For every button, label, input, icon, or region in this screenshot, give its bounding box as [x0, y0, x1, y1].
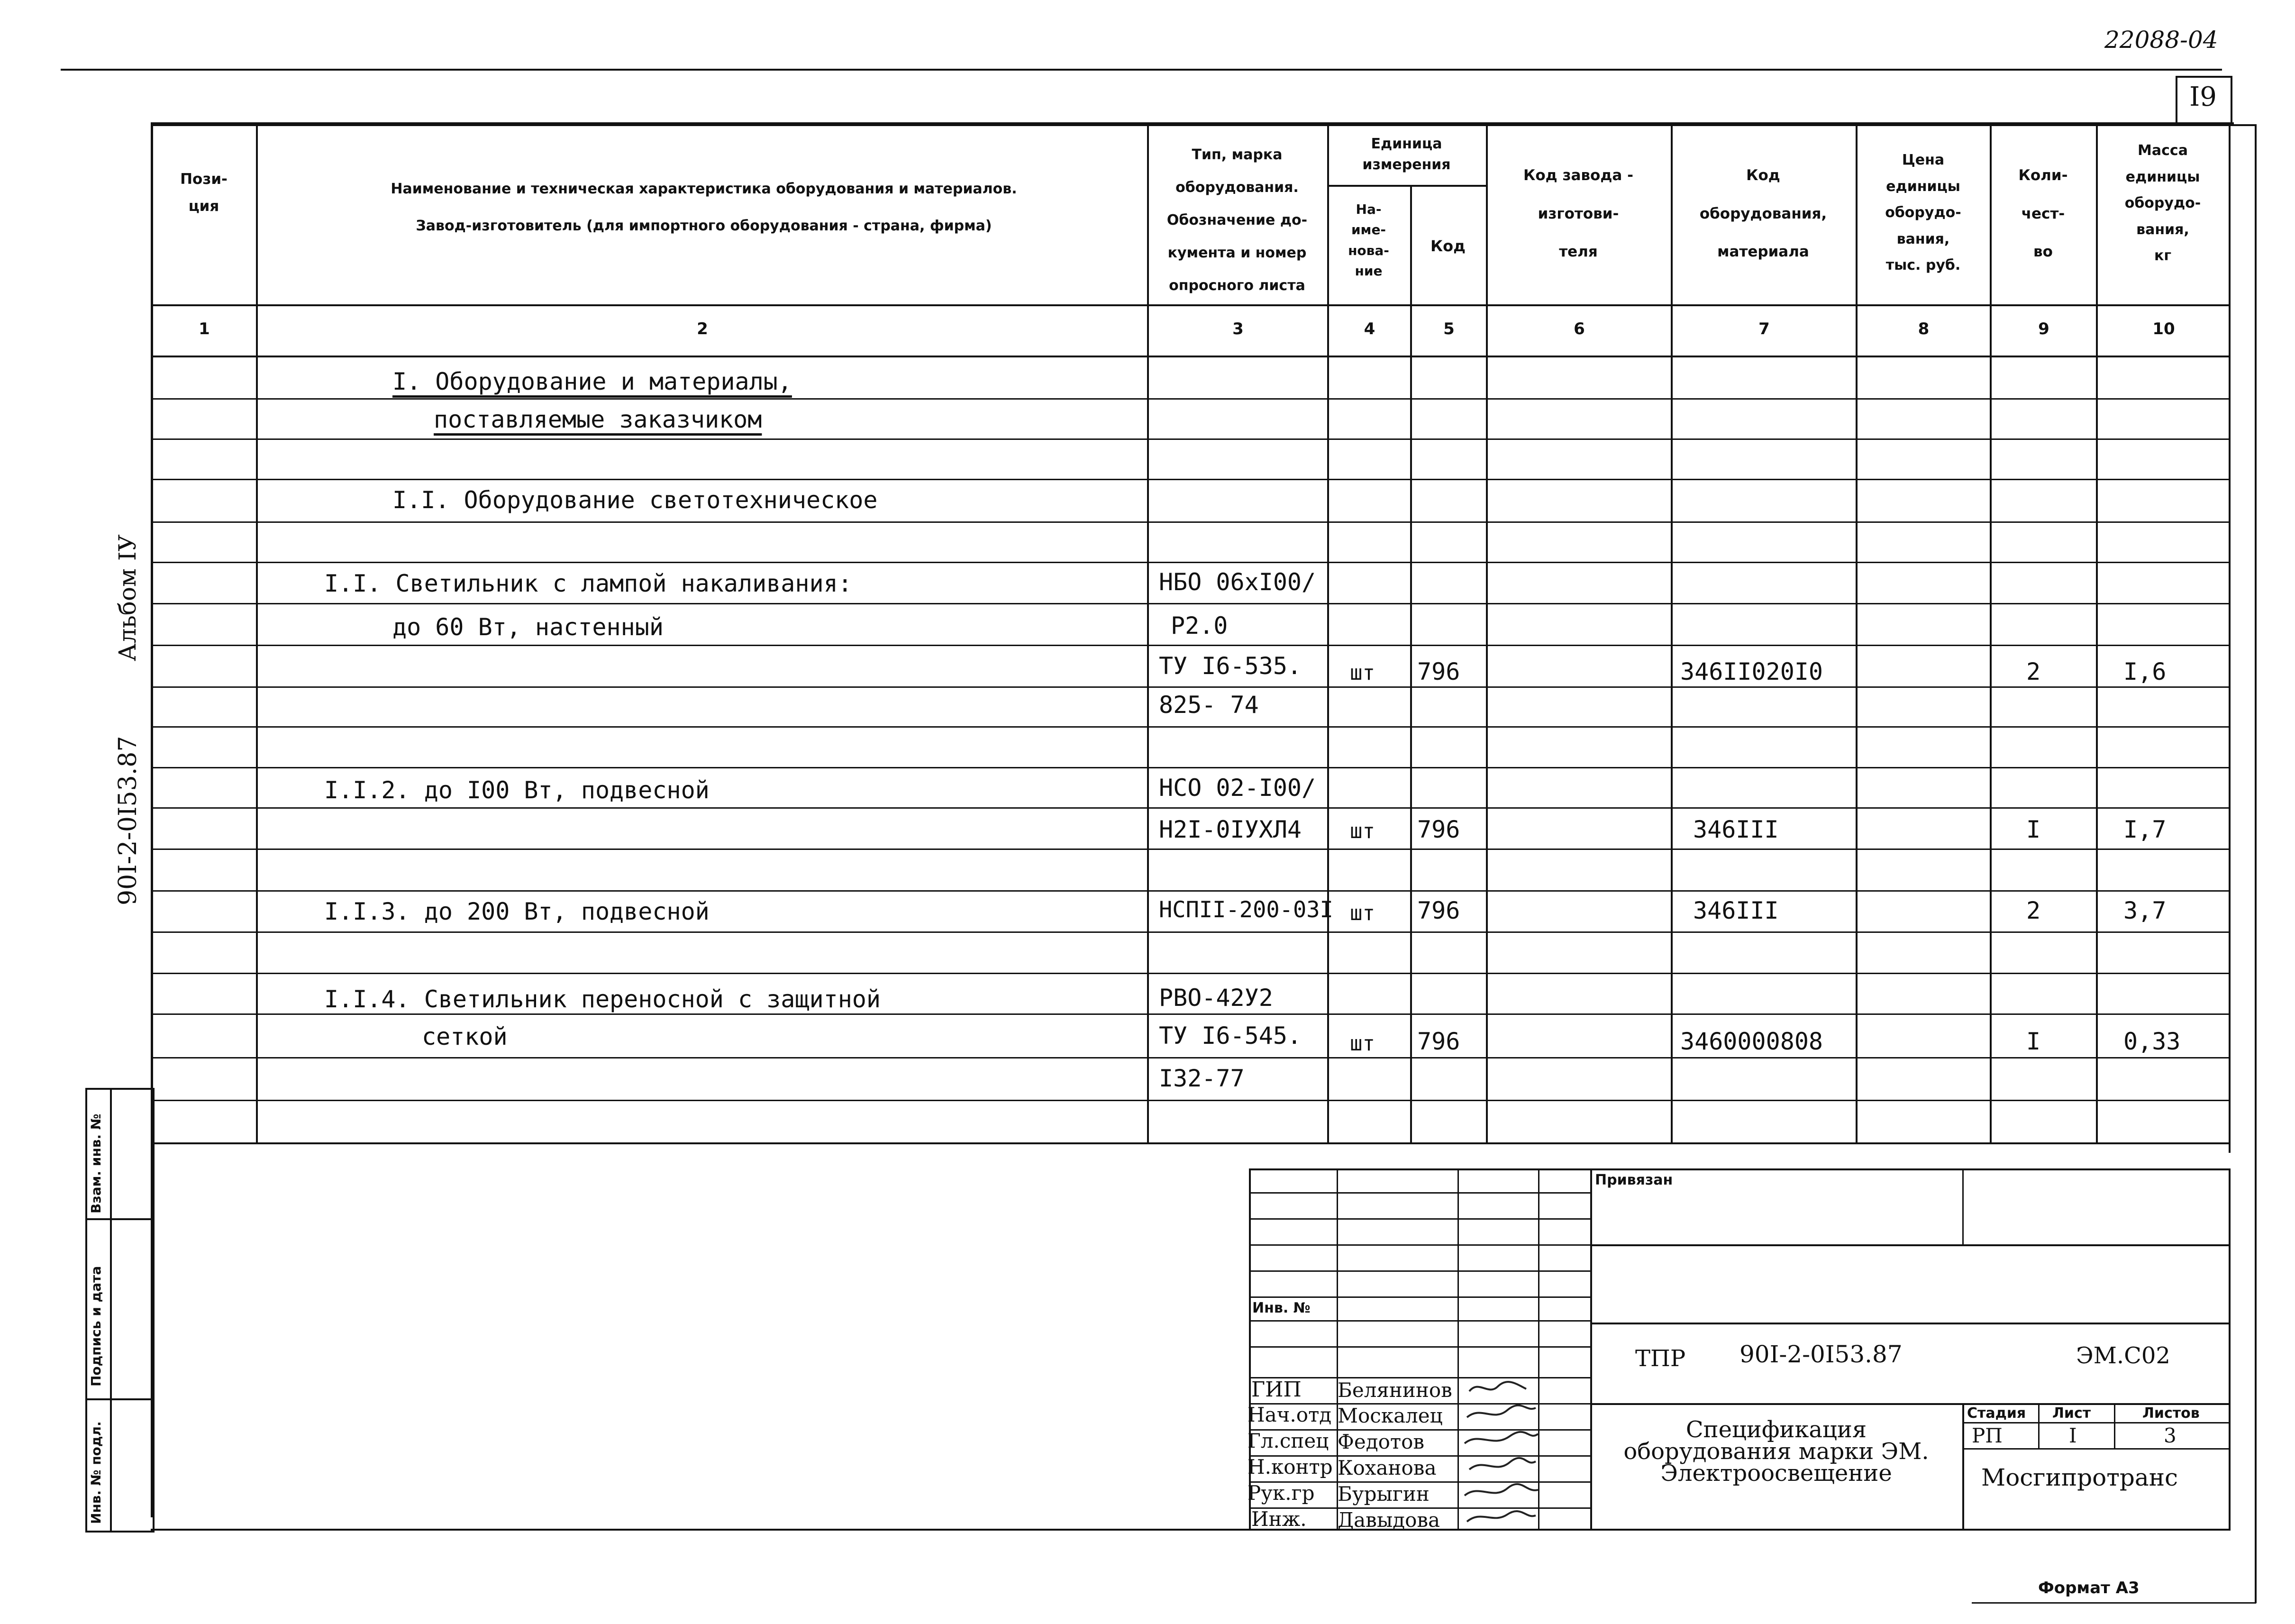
col-header-unit-code: Код	[1430, 237, 1466, 255]
col-header-unit-group: Единица измерения	[1362, 136, 1451, 173]
stage-divider-2	[2114, 1403, 2115, 1448]
col-line-9	[2096, 124, 2098, 1144]
sheet-value: I	[2069, 1424, 2077, 1447]
col-header-mass: Масса единицы оборудо- вания, кг	[2124, 142, 2201, 264]
item-4-name: I.I.4. Светильник переносной с защитной	[324, 985, 881, 1013]
col-line-6	[1671, 124, 1673, 1144]
item-1-name-cont: до 60 Вт, настенный	[392, 613, 664, 641]
item-4-unit-code: 796	[1417, 1028, 1460, 1055]
role-inzh: Инж.	[1251, 1507, 1307, 1531]
table-body-bottom-rule	[153, 1142, 2231, 1144]
row-rule	[153, 973, 2231, 974]
stamp-row	[1249, 1320, 1590, 1322]
item-4-mass: 0,33	[2123, 1028, 2181, 1055]
document-code: 22088-04	[2104, 26, 2218, 54]
item-1-type-doc-cont: 825- 74	[1159, 691, 1259, 719]
col-number-8: 8	[1918, 319, 1930, 338]
item-3-unit-code: 796	[1417, 897, 1460, 924]
stamp-row	[1249, 1244, 1590, 1246]
project-code-vertical: 90I-2-0I53.87	[114, 736, 142, 905]
name-moskalets: Москалец	[1338, 1404, 1443, 1427]
stamp-row	[1249, 1218, 1590, 1220]
item-1-mass: I,6	[2123, 658, 2167, 685]
item-1-equipment-code: 346II020I0	[1680, 658, 1823, 685]
row-rule	[153, 438, 2231, 440]
item-2-unit-code: 796	[1417, 816, 1460, 843]
item-3-equipment-code: 346III	[1693, 897, 1779, 924]
role-gl-spec: Гл.спец	[1248, 1429, 1329, 1452]
col-header-price: Цена единицы оборудо- вания, тыс. руб.	[1885, 152, 1961, 274]
row-rule	[153, 562, 2231, 563]
title-line3: Электроосвещение	[1660, 1460, 1892, 1487]
col-line-5	[1486, 124, 1488, 1144]
numbers-bottom-rule	[151, 356, 2231, 357]
item-3-quantity: 2	[2026, 897, 2041, 924]
name-fedotov: Федотов	[1338, 1430, 1425, 1453]
col-number-10: 10	[2152, 319, 2175, 338]
album-label: Альбом IУ	[114, 534, 141, 661]
row-rule	[153, 479, 2231, 480]
item-2-unit: шт	[1350, 819, 1375, 843]
stamp-inv-no-label: Инв. №	[1252, 1300, 1311, 1316]
col-header-unit-name: На- име- нова- ние	[1348, 201, 1389, 279]
row-rule	[153, 686, 2231, 688]
col-line-2	[1147, 124, 1149, 1144]
side-stamp-rule	[85, 1218, 153, 1220]
item-4-type-doc-cont: I32-77	[1159, 1065, 1245, 1092]
privyazan-label: Привязан	[1595, 1172, 1673, 1188]
col-header-position: Пози- ция	[180, 171, 228, 215]
stage-value-rule	[1962, 1448, 2231, 1450]
col-number-9: 9	[2038, 319, 2049, 338]
role-nach-otd: Нач.отд	[1248, 1403, 1332, 1426]
item-1-unit-code: 796	[1417, 658, 1460, 685]
item-1-unit: шт	[1350, 661, 1375, 685]
col-number-6: 6	[1574, 319, 1585, 338]
side-podpis-label: Подпись и дата	[88, 1266, 104, 1387]
item-1-quantity: 2	[2026, 658, 2041, 685]
stage-label: Стадия	[1967, 1405, 2026, 1422]
name-burygin: Бурыгин	[1338, 1482, 1430, 1505]
role-ruk-gr: Рук.гр	[1248, 1481, 1315, 1505]
right-edge-line	[2255, 124, 2257, 1603]
col-line-8	[1990, 124, 1992, 1144]
section-title-line1	[392, 370, 792, 393]
row-rule	[153, 890, 2231, 892]
item-3-name: I.I.3. до 200 Вт, подвесной	[324, 898, 710, 925]
row-rule	[153, 807, 2231, 809]
item-2-name: I.I.2. до I00 Вт, подвесной	[324, 776, 710, 804]
col-number-7: 7	[1758, 319, 1770, 338]
designation: 90I-2-0I53.87	[1739, 1341, 1903, 1368]
unit-group-rule	[1327, 185, 1486, 187]
stamp-right-rule	[2229, 1168, 2231, 1529]
col-line-3	[1327, 124, 1329, 1144]
col-header-equipment-code: Код оборудования, материала	[1699, 167, 1827, 261]
row-rule	[153, 767, 2231, 768]
stamp-row	[1249, 1192, 1590, 1194]
item-4-unit: шт	[1350, 1031, 1375, 1056]
sheets-label: Листов	[2142, 1405, 2200, 1422]
item-2-mass: I,7	[2123, 816, 2167, 843]
role-n-kontr: Н.контр	[1248, 1455, 1333, 1478]
format-label: Формат А3	[2038, 1578, 2140, 1597]
section-title-line2: поставляемые заказчиком	[434, 406, 762, 433]
item-1-type-doc: ТУ I6-535.	[1159, 652, 1302, 680]
stamp-col	[1457, 1168, 1459, 1529]
col-header-quantity: Коли- чест- во	[2018, 167, 2068, 261]
stamp-row	[1249, 1346, 1590, 1348]
item-1-name: I.I. Светильник с лампой накаливания:	[324, 570, 852, 597]
stamp-designation-rule-bottom	[1590, 1403, 2230, 1405]
item-4-equipment-code: 3460000808	[1680, 1028, 1823, 1055]
col-line-7	[1856, 124, 1858, 1144]
stamp-row	[1249, 1270, 1590, 1272]
item-3-type: НСПII-200-03I	[1159, 897, 1333, 923]
row-rule	[153, 1057, 2231, 1058]
row-rule	[153, 603, 2231, 604]
tpr-label: ТПР	[1635, 1345, 1686, 1372]
title-line2: оборудования марки ЭМ.	[1623, 1438, 1929, 1465]
item-1-type-cont: Р2.0	[1171, 612, 1228, 639]
col-number-3: 3	[1232, 319, 1244, 338]
item-3-mass: 3,7	[2123, 897, 2167, 924]
item-1-type: НБО 06хI00/	[1159, 568, 1316, 596]
col-number-1: 1	[199, 319, 210, 338]
side-inv-podl-label: Инв. № подл.	[88, 1421, 104, 1524]
col-header-name: Наименование и техническая характеристика оборудования и материалов. Завод-изготовитель (для импортного оборудования - страна, фирма)	[391, 181, 1017, 234]
row-rule	[153, 1100, 2231, 1101]
role-gip: ГИП	[1251, 1378, 1302, 1402]
title-line1: Спецификация	[1685, 1416, 1867, 1443]
subsection-title: I.I. Оборудование светотехническое	[392, 486, 878, 514]
item-4-name-cont: сеткой	[422, 1023, 508, 1050]
row-rule	[153, 931, 2231, 933]
side-stamp-divider	[110, 1088, 112, 1531]
item-2-equipment-code: 346III	[1693, 816, 1779, 843]
organization: Мосгипротранс	[1981, 1464, 2178, 1491]
row-rule	[153, 398, 2231, 400]
drawing-mark: ЭМ.С02	[2076, 1342, 2170, 1369]
row-rule	[153, 848, 2231, 850]
stamp-bottom-rule	[151, 1529, 2231, 1531]
col-number-4: 4	[1364, 319, 1375, 338]
item-2-type-cont: Н2I-0IУХЛ4	[1159, 816, 1302, 843]
col-number-5: 5	[1443, 319, 1455, 338]
stamp-privyazan-rule	[1590, 1244, 2230, 1246]
stamp-top-rule	[1249, 1168, 2230, 1170]
header-bottom-rule	[151, 304, 2231, 306]
item-3-unit: шт	[1350, 901, 1375, 925]
name-belyaninov: Белянинов	[1338, 1378, 1452, 1402]
stage-header-rule	[1962, 1422, 2231, 1423]
col-header-type: Тип, марка оборудования. Обозначение до- кумента и номер опросного листа	[1166, 146, 1308, 294]
name-kokhanova: Коханова	[1338, 1456, 1437, 1479]
format-rule	[1972, 1602, 2256, 1604]
stage-value: РП	[1972, 1424, 2003, 1447]
signatures	[1460, 1377, 1540, 1529]
side-stamp-rule	[85, 1398, 153, 1400]
col-header-factory-code: Код завода - изготови- теля	[1523, 167, 1633, 261]
col-number-2: 2	[697, 319, 708, 338]
row-rule	[153, 726, 2231, 728]
item-2-type: НСО 02-I00/	[1159, 774, 1316, 802]
item-4-type: РВО-42У2	[1159, 984, 1273, 1012]
section-title-line1-text: I. Оборудование и материалы,	[392, 368, 792, 395]
top-rule	[61, 69, 2222, 71]
stamp-row	[1249, 1296, 1590, 1298]
name-davydova: Давыдова	[1338, 1508, 1440, 1532]
item-4-quantity: I	[2026, 1028, 2041, 1055]
stamp-designation-rule-top	[1590, 1323, 2230, 1324]
sheet-number: I9	[2189, 82, 2217, 112]
table-right-rule	[2229, 124, 2231, 1153]
side-vzam-label: Взам. инв. №	[88, 1113, 104, 1213]
sheets-value: 3	[2164, 1424, 2177, 1447]
stamp-privyazan-divider	[1962, 1168, 1964, 1244]
col-line-1	[256, 124, 258, 1144]
sheet-label: Лист	[2052, 1405, 2091, 1422]
table-top-rule	[151, 124, 2255, 126]
item-4-type-doc: ТУ I6-545.	[1159, 1022, 1302, 1049]
row-rule	[153, 1013, 2231, 1015]
row-rule	[153, 521, 2231, 523]
row-rule	[153, 645, 2231, 646]
item-2-quantity: I	[2026, 816, 2041, 843]
stage-divider-1	[2038, 1403, 2040, 1448]
